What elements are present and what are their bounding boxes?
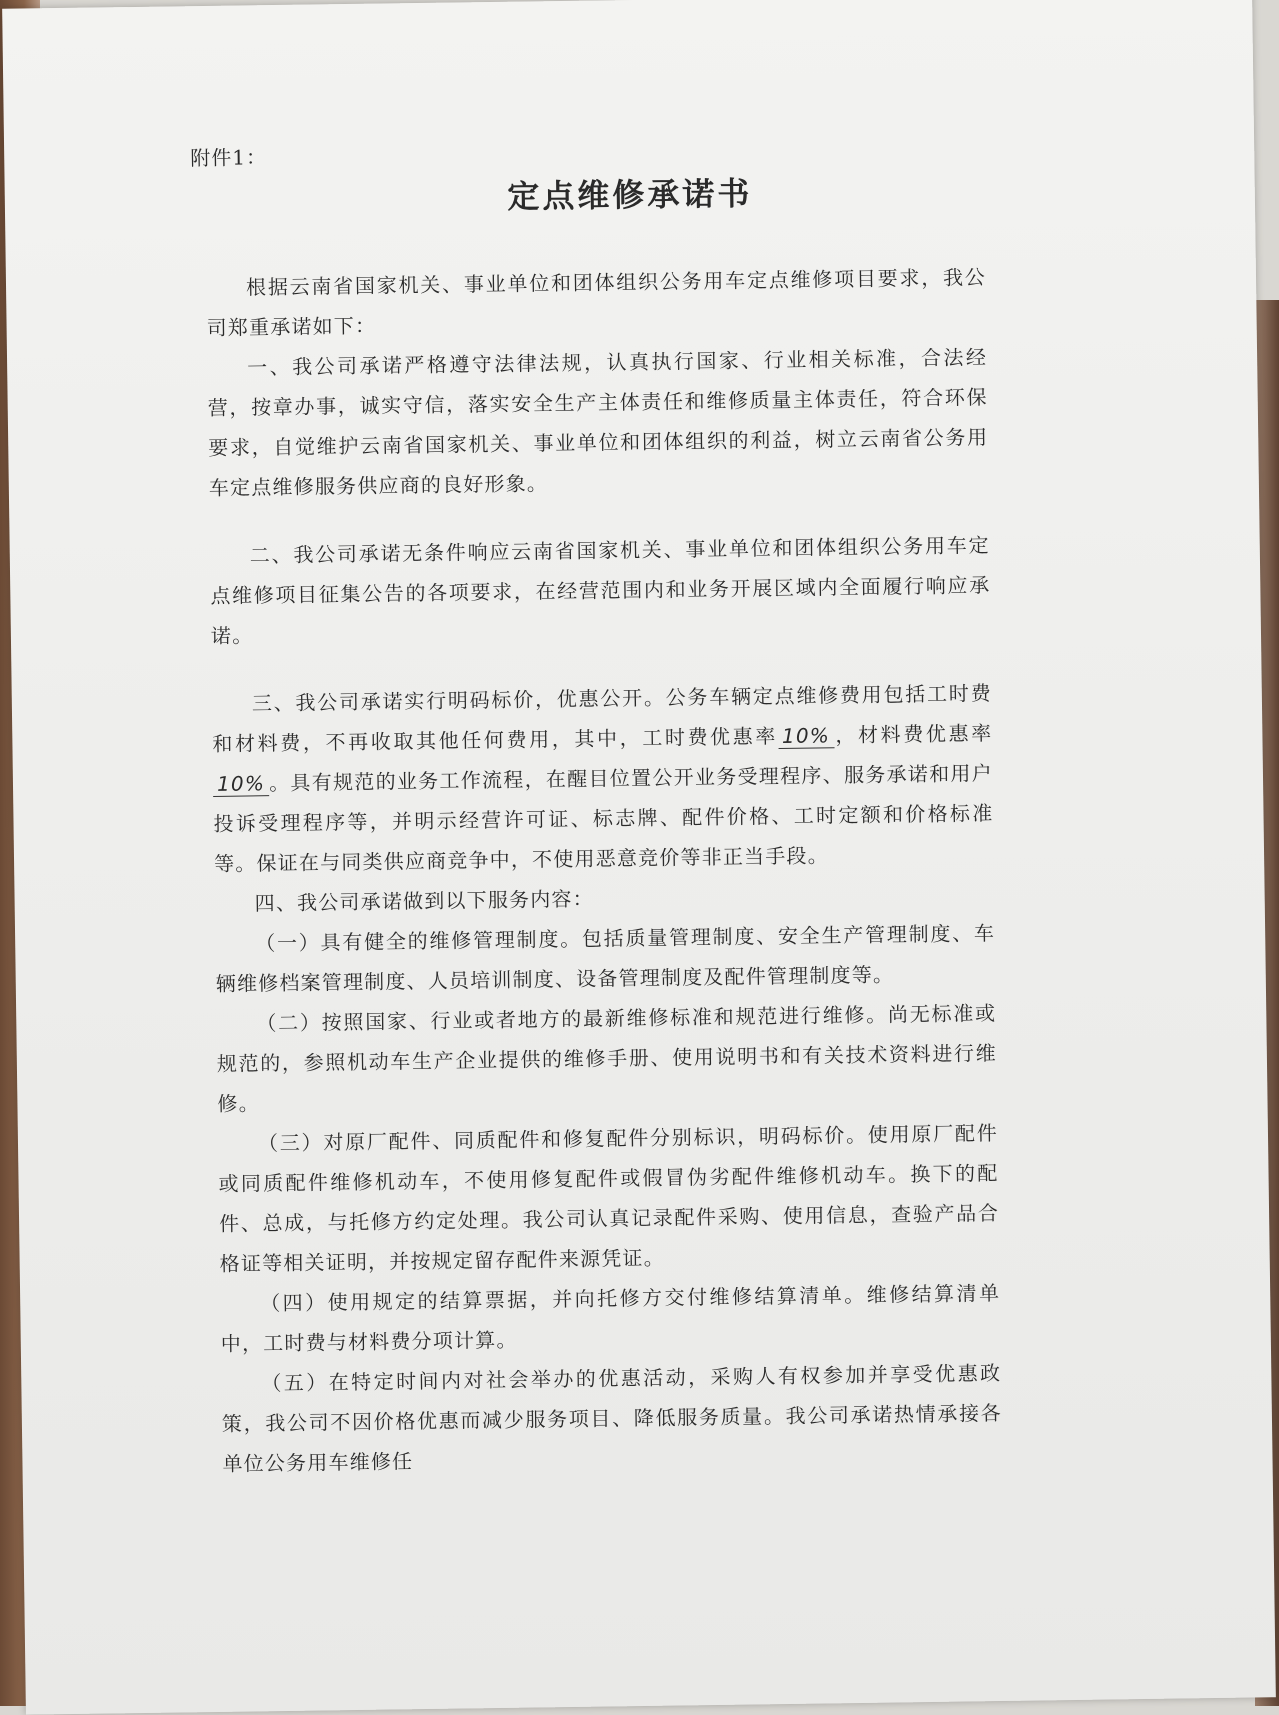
- service-item-4: （四）使用规定的结算票据，并向托修方交付维修结算清单。维修结算清单中，工时费与材料费分项计算。: [220, 1281, 1001, 1356]
- item3-text-b: ，材料费优惠率: [833, 721, 993, 748]
- document-page: [2, 0, 1276, 1715]
- commitment-item-3: [212, 673, 995, 884]
- commitment-item-2: 二、我公司承诺无条件响应云南省国家机关、事业单位和团体组织公务用车定点维修项目征集公告的各项要求，在经营范围内和业务开展区域内全面履行响应承诺。: [210, 533, 991, 648]
- document-title: 定点维修承诺书: [507, 174, 753, 216]
- service-item-2: （二）按照国家、行业或者地方的最新维修标准和规范进行维修。尚无标准或规范的，参照机动车生产企业提供的维修手册、使用说明书和有关技术资料进行维修。: [216, 1001, 997, 1116]
- service-item-1: （一）具有健全的维修管理制度。包括质量管理制度、安全生产管理制度、车辆维修档案管理制度、人员培训制度、设备管理制度及配件管理制度等。: [215, 921, 996, 996]
- attachment-label: 附件1：: [190, 145, 268, 171]
- commitment-item-1: 一、我公司承诺严格遵守法律法规，认真执行国家、行业相关标准，合法经营，按章办事，诚实守信，落实安全生产主体责任和维修质量主体责任，符合环保要求，自觉维护云南省国家机关、事业单位和团体组织的利益，树立云南省公务用车定点维修服务供应商的良好形象。: [207, 345, 989, 500]
- labor-discount-value: 10%: [778, 723, 834, 749]
- intro-paragraph: 根据云南省国家机关、事业单位和团体组织公务用车定点维修项目要求，我公司郑重承诺如下：: [206, 265, 987, 340]
- material-discount-value: 10%: [213, 771, 269, 797]
- item3-text-c: 。具有规范的业务工作流程，在醒目位置公开业务受理程序、服务承诺和用户投诉受理程序等，并明示经营许可证、标志牌、配件价格、工时定额和价格标准等。保证在与同类供应商竞争中，不使用恶意竞价等非正当手段。: [213, 761, 994, 876]
- service-item-3: （三）对原厂配件、同质配件和修复配件分别标识，明码标价。使用原厂配件或同质配件维修机动车，不使用修复配件或假冒伪劣配件维修机动车。换下的配件、总成，与托修方约定处理。我公司认真记录配件采购、使用信息，查验产品合格证等相关证明，并按规定留存配件来源凭证。: [218, 1121, 1000, 1276]
- commitment-item-4: 四、我公司承诺做到以下服务内容：: [254, 886, 595, 916]
- item3-text-a: 三、我公司承诺实行明码标价，优惠公开。公务车辆定点维修费用包括工时费和材料费，不再收取其他任何费用，其中，工时费优惠率: [212, 681, 992, 756]
- service-item-5: （五）在特定时间内对社会举办的优惠活动，采购人有权参加并享受优惠政策，我公司不因价格优惠而减少服务项目、降低服务质量。我公司承诺热情承接各单位公务用车维修任: [221, 1360, 1003, 1476]
- document-body: [206, 257, 1003, 1484]
